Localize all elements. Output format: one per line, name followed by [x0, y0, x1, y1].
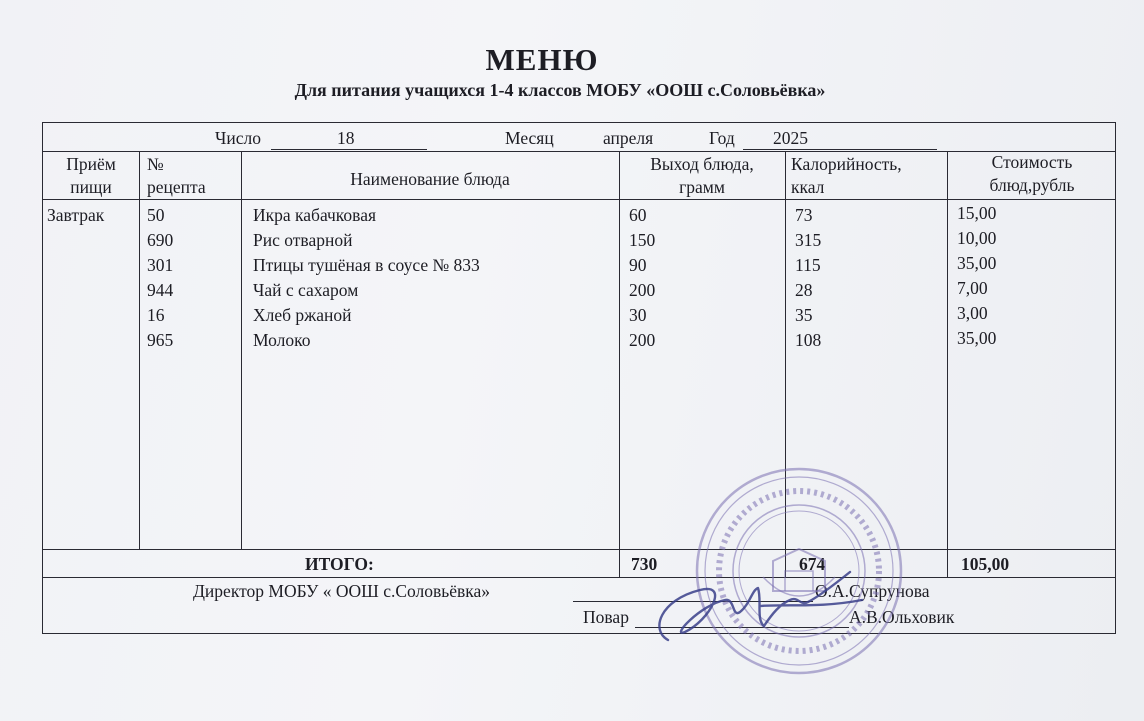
table-row: 50 [147, 205, 165, 225]
director-label: Директор МОБУ « ООШ с.Соловьёвка» [193, 581, 491, 601]
table-row: 15,00 [957, 203, 997, 223]
table-row: Икра кабачковая [253, 205, 377, 225]
director-signature-line [573, 601, 813, 602]
day-label: Число [215, 128, 261, 148]
table-row: Молоко [253, 330, 311, 350]
table-row: 108 [795, 330, 822, 350]
header-meal: Приём пищи [66, 154, 116, 197]
menu-table [42, 122, 1116, 634]
table-row: 944 [147, 280, 174, 300]
menu-title: МЕНЮ [485, 42, 599, 77]
header-recipe: № рецепта [147, 154, 206, 197]
table-row: 200 [629, 280, 656, 300]
header-dish: Наименование блюда [350, 169, 510, 189]
yield-column [629, 203, 655, 353]
header-cost: Стоимость блюд,рубль [989, 152, 1075, 195]
day-value: 18 [337, 128, 355, 148]
table-row: 30 [629, 305, 647, 325]
table-row: 28 [795, 280, 813, 300]
table-row: Рис отварной [253, 230, 353, 250]
year-underline [743, 149, 937, 150]
table-row: 3,00 [957, 303, 988, 323]
table-row: 301 [147, 255, 174, 275]
dish-column [253, 203, 480, 353]
month-label: Месяц [505, 128, 554, 148]
table-row: 10,00 [957, 228, 997, 248]
director-name: О.А.Супрунова [815, 581, 930, 601]
totals-label: ИТОГО: [305, 554, 374, 574]
day-underline [271, 149, 427, 150]
totals-cost: 105,00 [961, 554, 1010, 574]
table-row: 60 [629, 205, 647, 225]
table-row: Чай с сахаром [253, 280, 359, 300]
totals-calories: 674 [799, 554, 826, 574]
table-row: 35,00 [957, 328, 997, 348]
meal-name: Завтрак [47, 205, 105, 225]
cook-name: А.В.Ольховик [849, 607, 955, 627]
cost-column [957, 201, 996, 351]
table-row: 965 [147, 330, 174, 350]
recipe-column [147, 203, 173, 353]
year-label: Год [709, 128, 735, 148]
rule-totals-top [43, 549, 1115, 550]
month-value: апреля [603, 128, 654, 148]
header-calories: Калорийность, ккал [791, 154, 902, 197]
rule-totals-bottom [43, 577, 1115, 578]
col-divider-5 [947, 151, 948, 577]
table-row: 200 [629, 330, 656, 350]
table-row: Хлеб ржаной [253, 305, 352, 325]
table-row: 690 [147, 230, 174, 250]
cook-label: Повар [583, 607, 629, 627]
col-divider-3 [619, 151, 620, 577]
table-row: 150 [629, 230, 656, 250]
totals-yield: 730 [631, 554, 658, 574]
header-yield: Выход блюда, грамм [650, 154, 754, 197]
table-row: 315 [795, 230, 822, 250]
col-divider-2 [241, 151, 242, 549]
table-row: 7,00 [957, 278, 988, 298]
table-row: 35,00 [957, 253, 997, 273]
cook-signature-line [635, 627, 849, 628]
menu-subtitle: Для питания учащихся 1-4 классов МОБУ «ООШ с.Соловьёвка» [294, 80, 826, 100]
table-row: 35 [795, 305, 813, 325]
col-divider-1 [139, 151, 140, 549]
rule-header [43, 199, 1115, 200]
year-value: 2025 [773, 128, 808, 148]
col-divider-4 [785, 151, 786, 577]
calories-column [795, 203, 821, 353]
table-row: Птицы тушёная в соусе № 833 [253, 255, 480, 275]
table-row: 90 [629, 255, 647, 275]
table-row: 115 [795, 255, 821, 275]
table-row: 73 [795, 205, 813, 225]
table-row: 16 [147, 305, 165, 325]
